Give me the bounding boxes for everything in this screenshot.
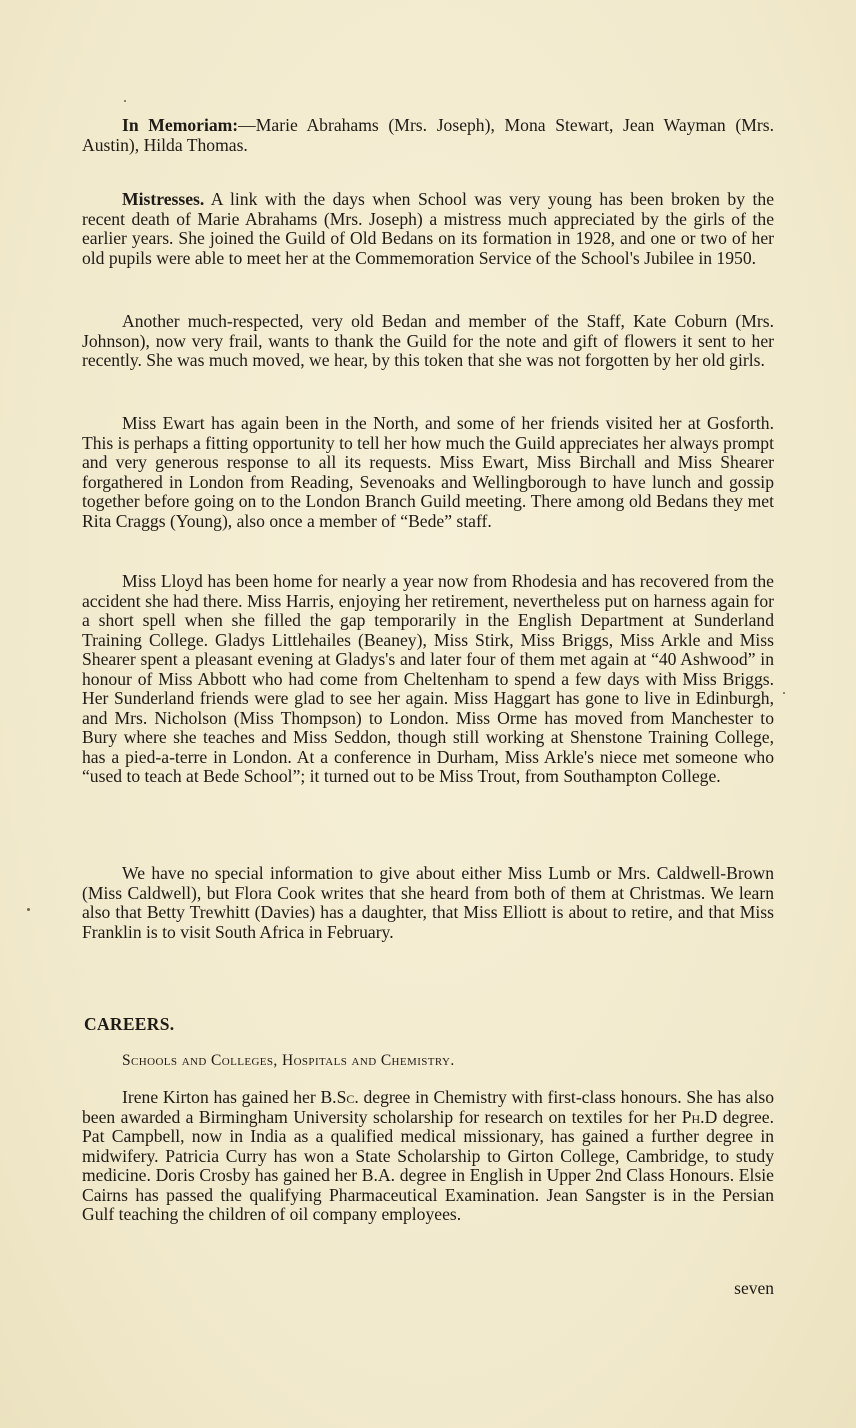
lloyd-text: Miss Lloyd has been home for nearly a year now from Rhodesia and has recovered from the accident she had there. Miss Harris, enjoying her retirement, nevertheless put on harness again for a short spell when she filled the gap temporarily in the English Department at Sunderland Training College. Gladys Littlehailes (Beaney), Miss Stirk, Miss Briggs, Miss Arkle and Miss Shearer spent a pleasant evening at Gladys's and later four of them met again at “40 Ashwood” in honour of Miss Abbott who had come from Cheltenham to spend a few days with Miss Briggs. Her Sunderland friends were glad to see her again. Miss Haggart has gone to live in Edinburgh, and Mrs. Nicholson (Miss Thompson) to London. Miss Orme has moved from Manchester to Bury where she teaches and Miss Seddon, though still working at Shenstone Training College, has a pied-a-terre in London. At a conference in Durham, Miss Arkle's niece met someone who “used to teach at Bede School”; it turned out to be Miss Trout, from Southampton College. — [82, 571, 774, 786]
kirton-text-3: degree. Pat Campbell, now in India as a qualified medical missionary, has gained a further degree in midwifery. Patricia Curry has won a State Scholarship to Girton College, Cambridge, to study medicine. Doris Crosby has gained her B.A. degree in English in Upper 2nd Class Honours. Elsie Cairns has passed the qualifying Pharmaceutical Examination. Jean Sangster is in the Persian Gulf teaching the children of oil company employees. — [82, 1106, 774, 1224]
mistresses-paragraph — [82, 190, 774, 268]
lumb-paragraph — [82, 864, 774, 942]
lumb-text: We have no special information to give about either Miss Lumb or Mrs. Caldwell-Brown (Miss Caldwell), but Flora Cook writes that she heard from both of them at Christmas. We learn also that Betty Trewhitt (Davies) has a daughter, that Miss Elliott is about to retire, and that Miss Franklin is to visit South Africa in February. — [82, 863, 774, 942]
ewart-paragraph — [82, 414, 774, 531]
paper-speck — [27, 908, 30, 911]
kirton-text-1: Irene Kirton has gained her B. — [122, 1087, 337, 1107]
kirton-degree-phd: Ph.D — [681, 1106, 718, 1127]
kirton-degree-sc: Sc. — [336, 1087, 359, 1107]
in-memoriam-paragraph — [82, 116, 774, 155]
coburn-text: Another much-respected, very old Bedan and member of the Staff, Kate Coburn (Mrs. Johnson), now very frail, wants to thank the Guild for the note and gift of flowers it sent to her recently. She was much moved, we hear, by this token that she was not forgotten by her old girls. — [82, 311, 774, 370]
lloyd-paragraph — [82, 572, 774, 787]
kirton-text-2: degree in Chemistry with first-class honours. She has also been awarded a Birmingham University scholarship for research on textiles for her — [82, 1087, 774, 1127]
careers-subheading: Schools and Colleges, Hospitals and Chemistry. — [122, 1052, 455, 1069]
kirton-paragraph — [82, 1088, 774, 1225]
page-number: seven — [734, 1278, 774, 1298]
mistresses-text: A link with the days when School was very young has been broken by the recent death of Marie Abrahams (Mrs. Joseph) a mistress much appreciated by the girls of the earlier years. She joined the Guild of Old Bedans on its formation in 1928, and one or two of her old pupils were able to meet her at the Commemoration Service of the School's Jubilee in 1950. — [82, 189, 774, 268]
paper-speck — [124, 100, 126, 102]
ewart-text: Miss Ewart has again been in the North, and some of her friends visited her at Gosforth. This is perhaps a fitting opportunity to tell her how much the Guild appreciates her always prompt and very generous response to all its requests. Miss Ewart, Miss Birchall and Miss Shearer forgathered in London from Reading, Sevenoaks and Wellingborough to have lunch and gossip together before going on to the London Branch Guild meeting. There among old Bedans they met Rita Craggs (Young), also once a member of “Bede” staff. — [82, 413, 774, 531]
in-memoriam-label: In Memoriam: — [122, 115, 239, 135]
mistresses-label: Mistresses. — [122, 189, 205, 209]
careers-heading: CAREERS. — [84, 1014, 175, 1034]
paper-speck — [783, 692, 785, 694]
coburn-paragraph — [82, 312, 774, 371]
in-memoriam-text: —Marie Abrahams (Mrs. Joseph), Mona Stewart, Jean Wayman (Mrs. Austin), Hilda Thomas. — [82, 115, 774, 155]
